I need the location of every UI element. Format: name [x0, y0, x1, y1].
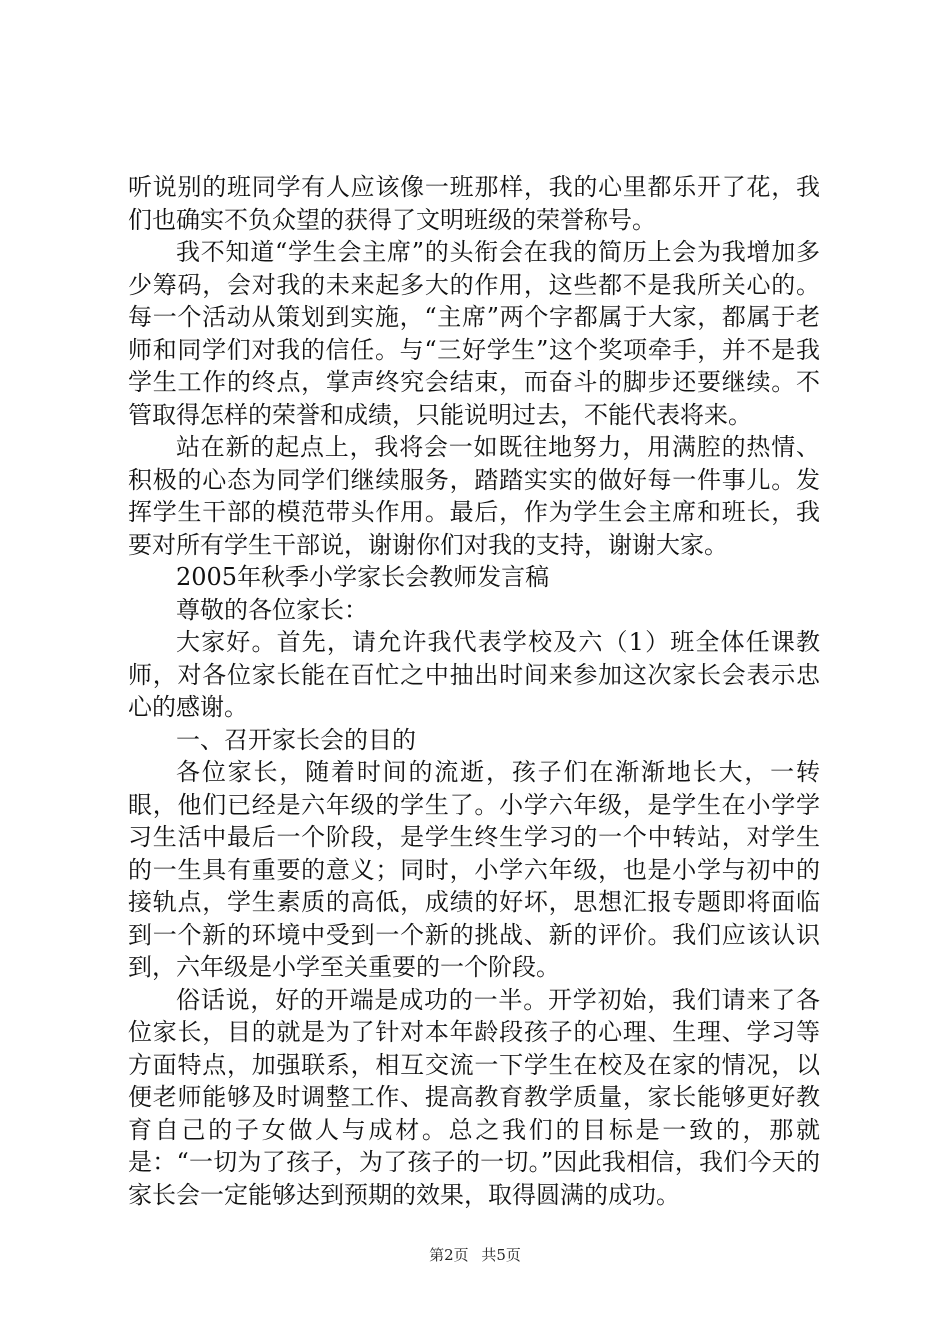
- speech-title: 2005年秋季小学家长会教师发言稿: [176, 563, 550, 591]
- salutation: 尊敬的各位家长：: [176, 595, 368, 624]
- section-heading-1: 一、召开家长会的目的: [176, 725, 416, 754]
- paragraph-grade-six: 各位家长，随着时间的流逝，孩子们在渐渐地长大，一转眼，他们已经是六年级的学生了。小学六年级，是学生在小学学习生活中最后一个阶段，是学生终生学习的一个中转站，对学生的一生具有重要的意义；同时，小学六年级，也是小学与初中的接轨点，学生素质的高低，成绩的好坏，思想汇报专题即将面临到一个新的环境中受到一个新的挑战、新的评价。我们应该认识到，六年级是小学至关重要的一个阶段。: [128, 758, 820, 981]
- paragraph-greeting: 大家好。首先，请允许我代表学校及六（1）班全体任课教师，对各位家长能在百忙之中抽出时间来参加这次家长会表示忠心的感谢。: [128, 628, 820, 721]
- page-footer: [0, 1244, 950, 1265]
- paragraph-1: 听说别的班同学有人应该像一班那样，我的心里都乐开了花，我们也确实不负众望的获得了文明班级的荣誉称号。: [128, 173, 820, 234]
- document-body: [128, 171, 820, 1211]
- page-number: 第2页: [429, 1246, 469, 1264]
- paragraph-3: 站在新的起点上，我将会一如既往地努力，用满腔的热情、积极的心态为同学们继续服务，踏踏实实的做好每一件事儿。发挥学生干部的模范带头作用。最后，作为学生会主席和班长，我要对所有学生干部说，谢谢你们对我的支持，谢谢大家。: [128, 433, 820, 559]
- paragraph-good-start: 俗话说，好的开端是成功的一半。开学初始，我们请来了各位家长，目的就是为了针对本年龄段孩子的心理、生理、学习等方面特点，加强联系，相互交流一下学生在校及在家的情况，以便老师能够及时调整工作、提高教育教学质量，家长能够更好教育自己的子女做人与成材。总之我们的目标是一致的，那就是：“一切为了孩子，为了孩子的一切。”因此我相信，我们今天的家长会一定能够达到预期的效果，取得圆满的成功。: [128, 985, 820, 1209]
- page-total: 共5页: [481, 1246, 521, 1264]
- paragraph-2: 我不知道“学生会主席”的头衔会在我的简历上会为我增加多少筹码，会对我的未来起多大的作用，这些都不是我所关心的。每一个活动从策划到实施，“主席”两个字都属于大家，都属于老师和同学们对我的信任。与“三好学生”这个奖项牵手，并不是我学生工作的终点，掌声终究会结束，而奋斗的脚步还要继续。不管取得怎样的荣誉和成绩，只能说明过去，不能代表将来。: [128, 238, 820, 429]
